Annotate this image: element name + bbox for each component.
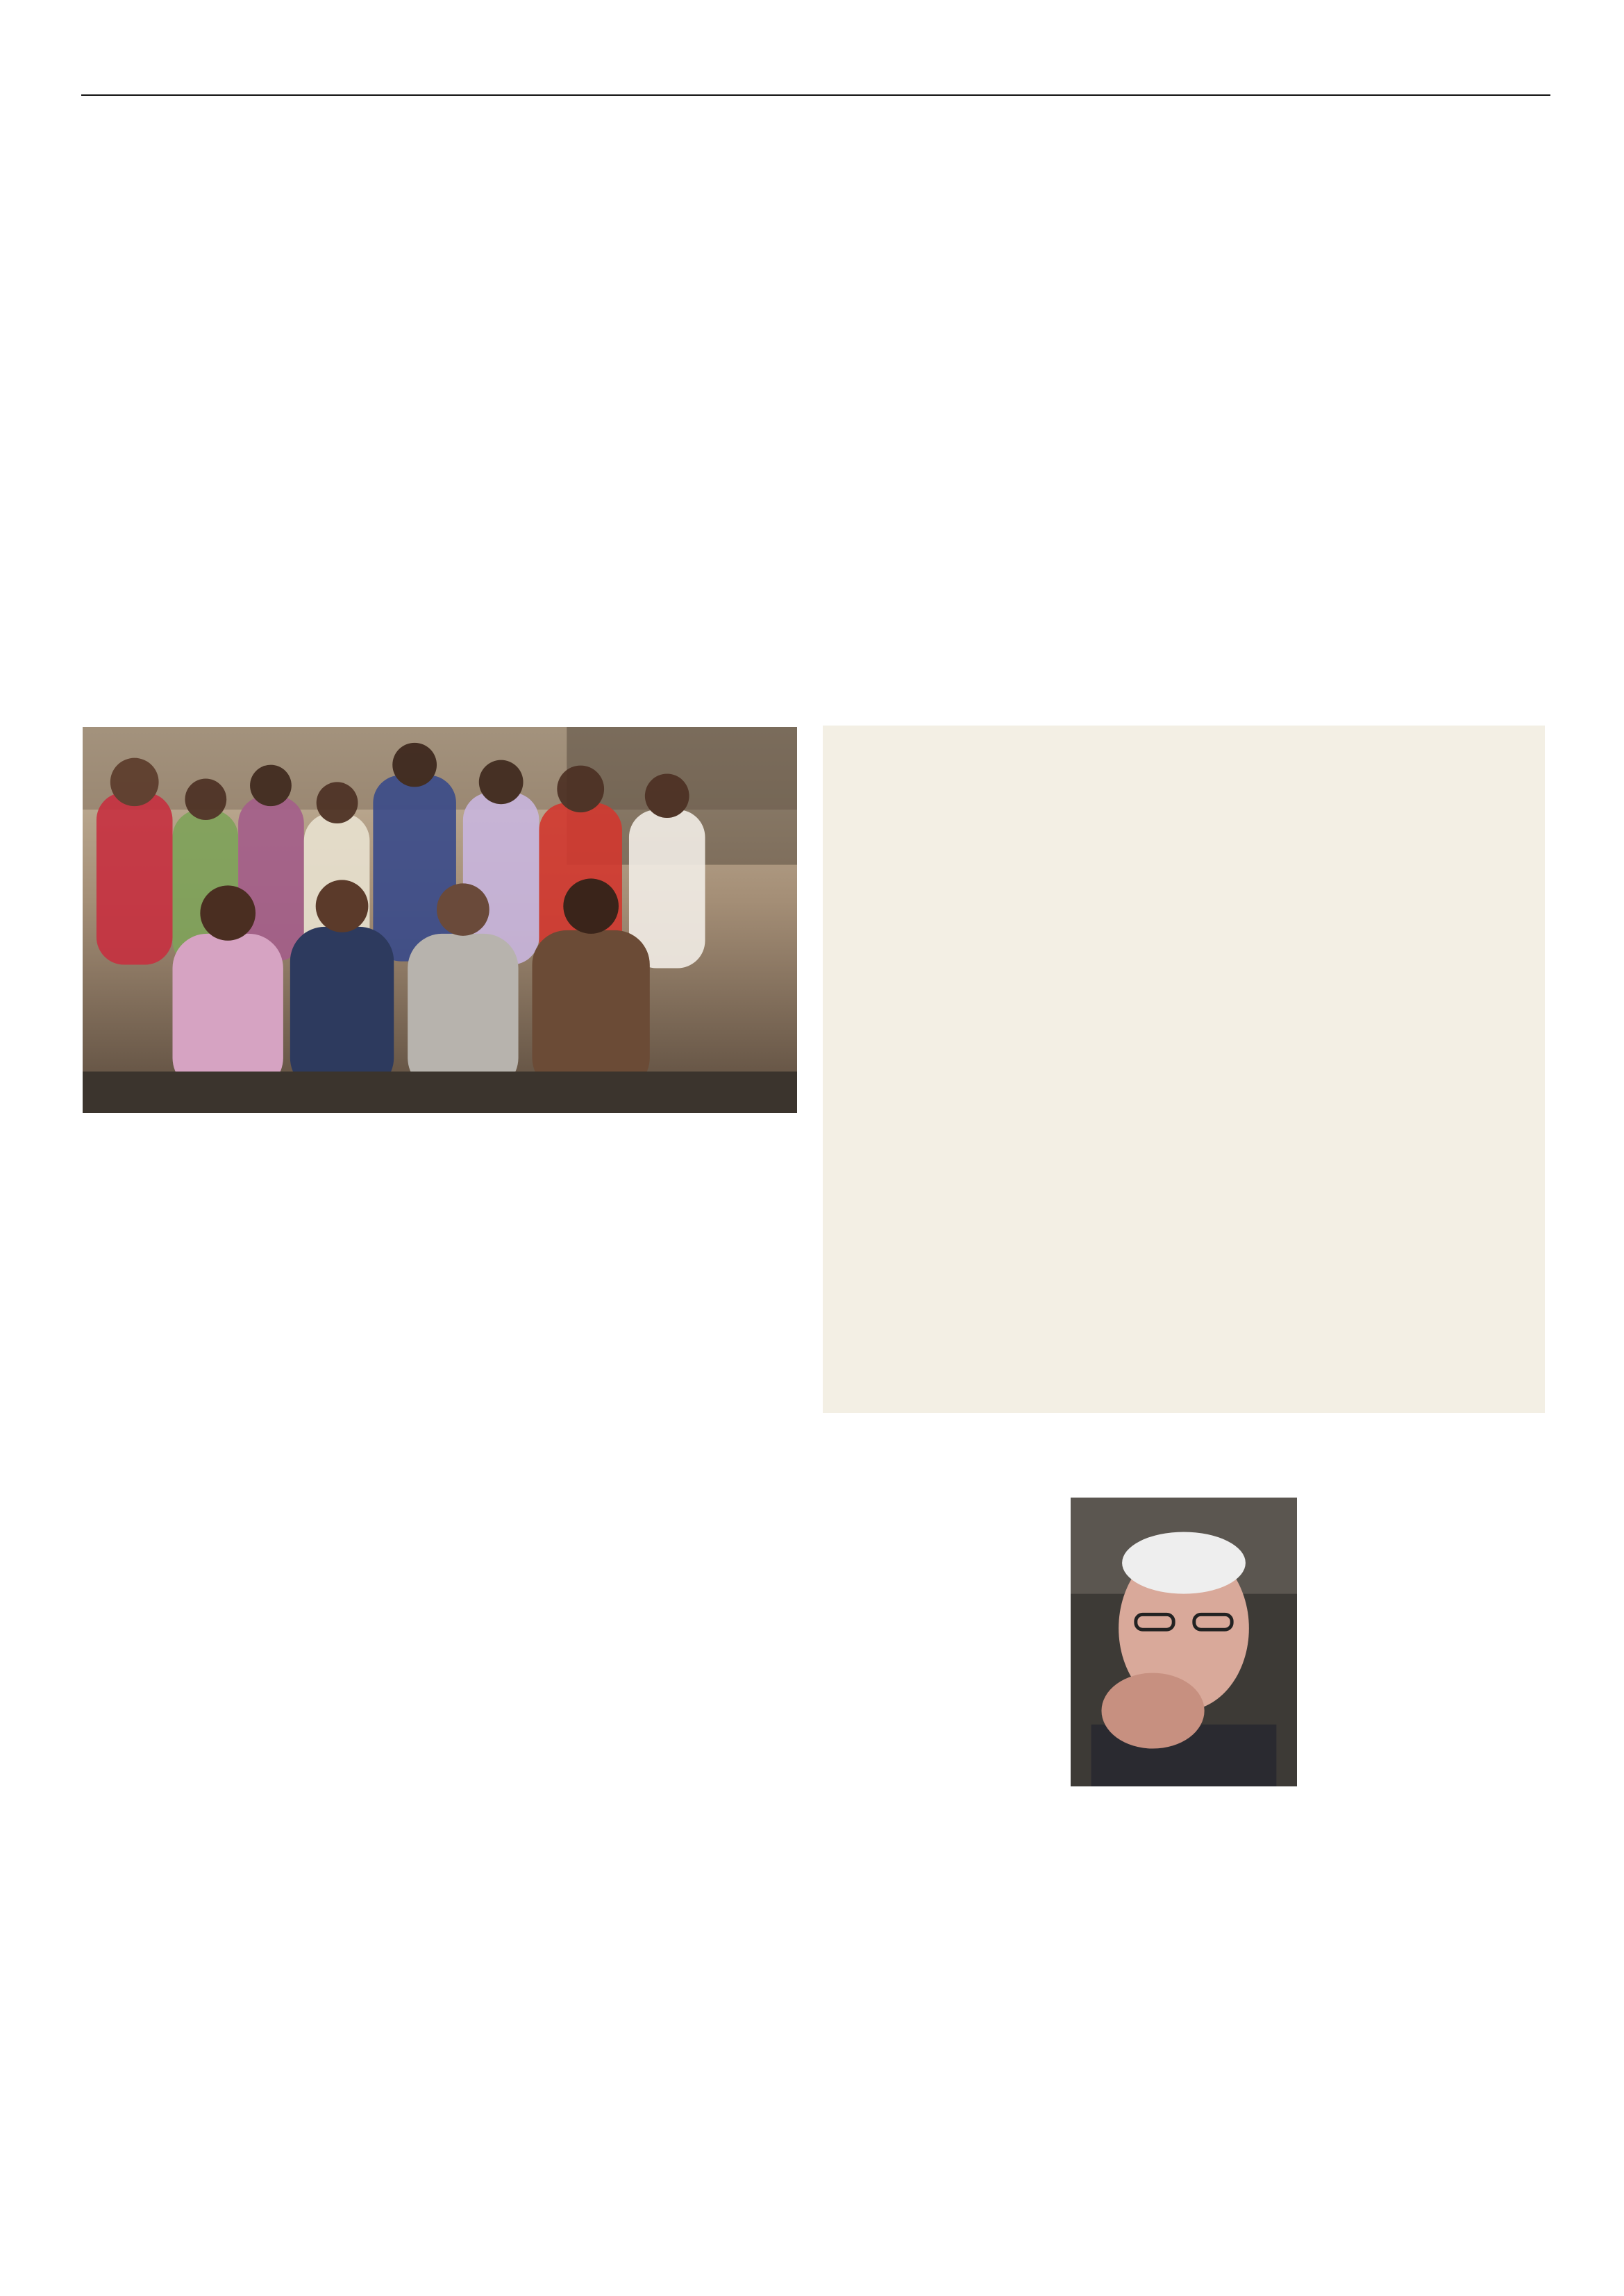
ems-panel — [823, 726, 1545, 1413]
errol-caister-photo — [1069, 1496, 1298, 1788]
elderly-group-photo — [81, 726, 798, 1114]
masthead-rule — [81, 94, 1550, 96]
